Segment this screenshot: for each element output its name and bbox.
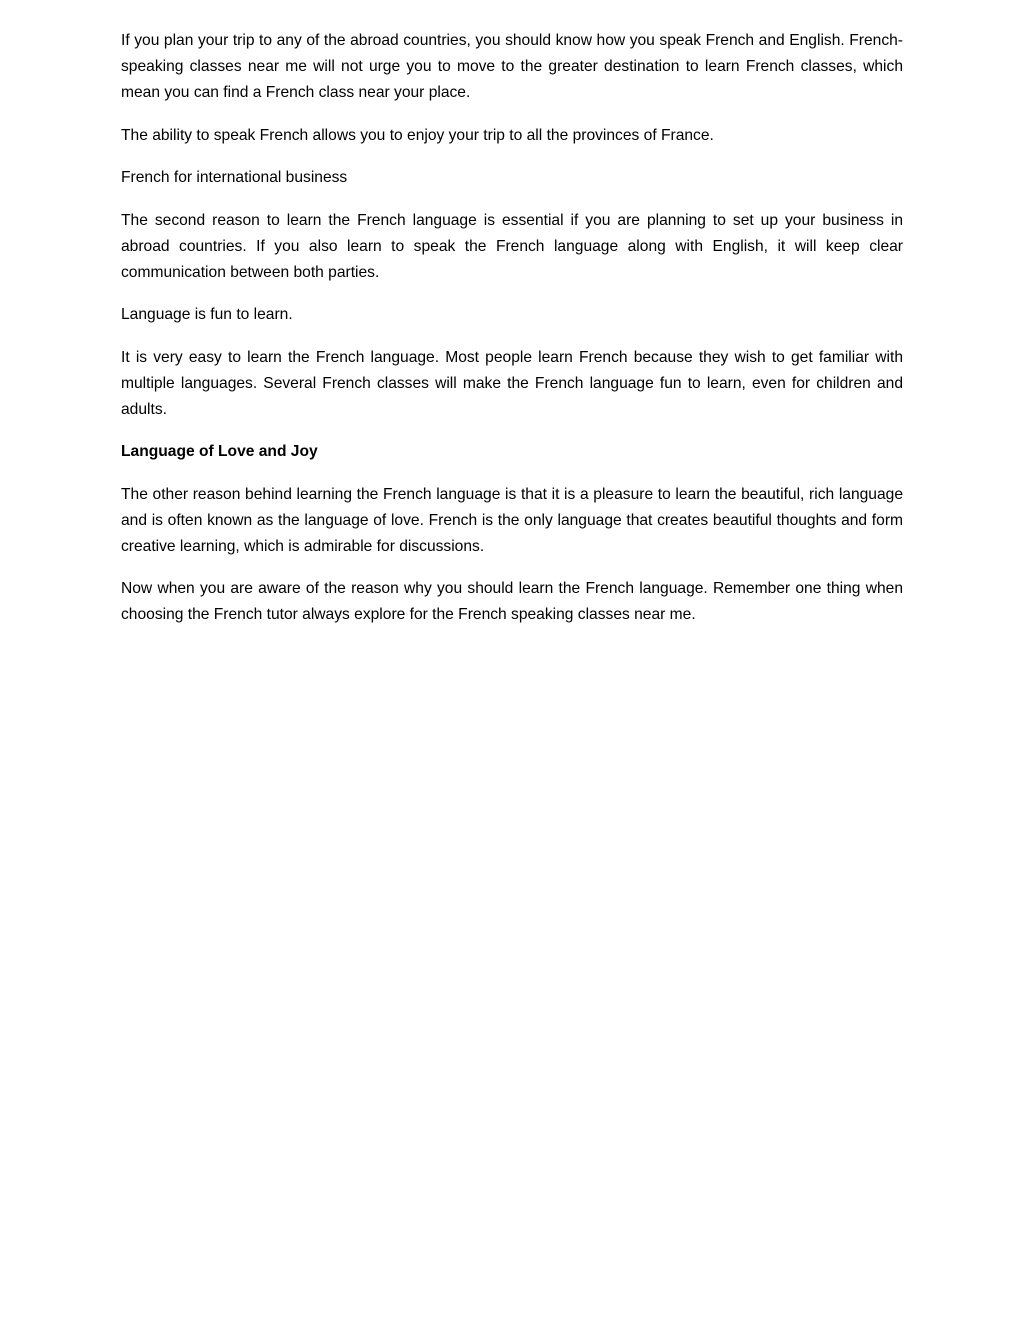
paragraph-love: The other reason behind learning the French language is that it is a pleasure to learn the beautiful, rich language and is often known as the language of love. French is the only language that creates beautiful thoughts and form creative learning, which is admirable for discussions. bbox=[121, 485, 903, 555]
paragraph-fun: It is very easy to learn the French language. Most people learn French because they wish to get familiar with multiple languages. Several French classes will make the French language fun to learn, even for children and adults. bbox=[121, 348, 903, 418]
paragraph-business: The second reason to learn the French language is essential if you are planning to set up your business in abroad countries. If you also learn to speak the French language along with English, it will keep clear communication between both parties. bbox=[121, 211, 903, 281]
heading-love-and-joy: Language of Love and Joy bbox=[121, 443, 318, 460]
paragraph-provinces: The ability to speak French allows you to enjoy your trip to all the provinces of France. bbox=[121, 126, 714, 144]
paragraph-travel: If you plan your trip to any of the abroad countries, you should know how you speak French and English. French-speaking classes near me will not urge you to move to the greater destination to learn French classes, which mean you can find a French class near your place. bbox=[121, 32, 903, 101]
document-page bbox=[121, 28, 903, 645]
subheading-business: French for international business bbox=[121, 169, 348, 186]
subheading-fun: Language is fun to learn. bbox=[121, 306, 293, 323]
paragraph-conclusion: Now when you are aware of the reason why you should learn the French language. Remember one thing when choosing the French tutor always explore for the French speaking classes near me. bbox=[121, 580, 903, 623]
